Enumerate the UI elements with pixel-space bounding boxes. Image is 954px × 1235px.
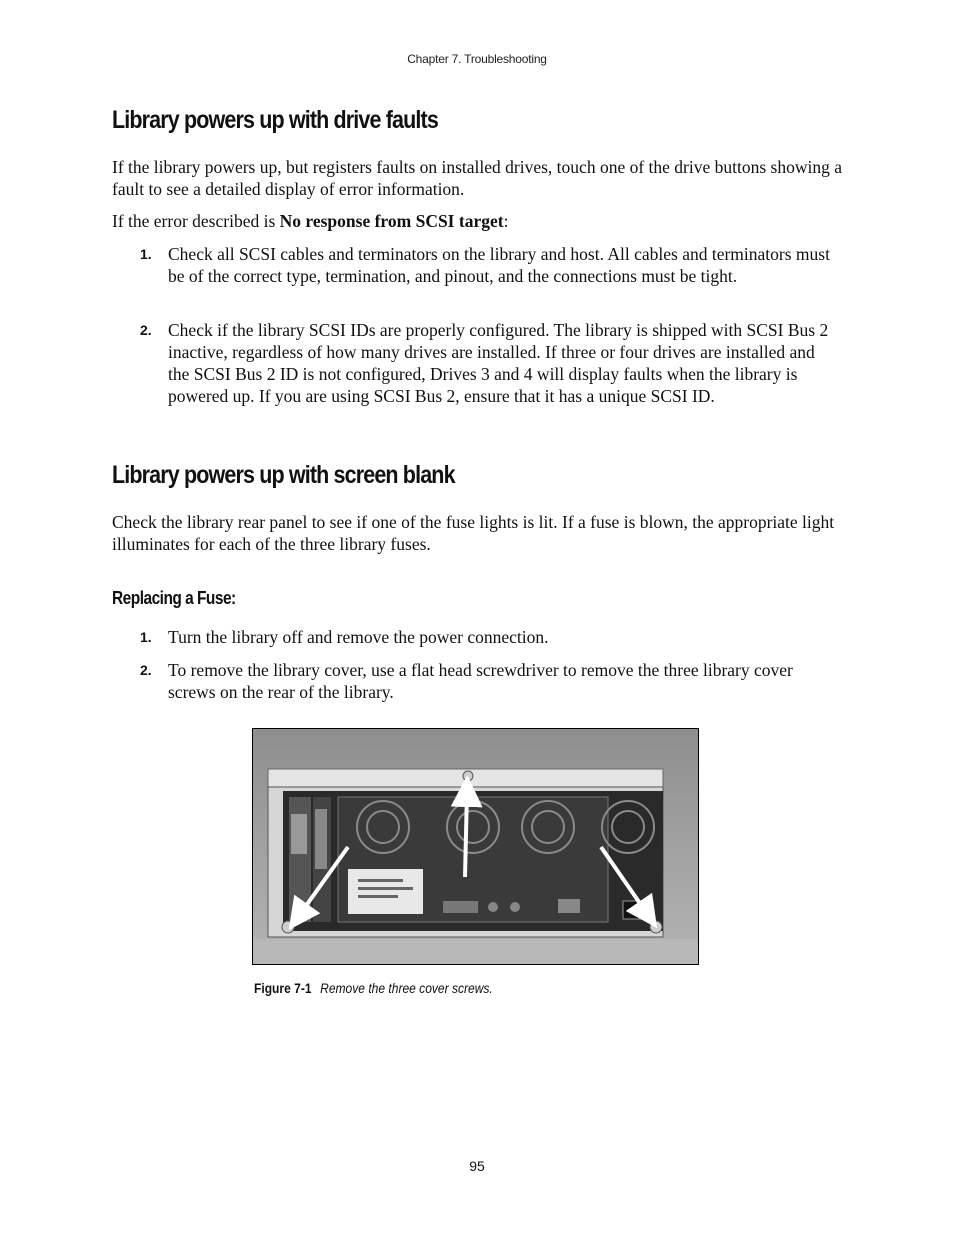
drive-faults-intro: If the library powers up, but registers faults on installed drives, touch one of the drive buttons showing a fault to see a detailed display of error information. [112, 157, 842, 199]
library-rear-photo [252, 728, 699, 965]
error-description [112, 210, 842, 232]
screw-left [282, 921, 294, 933]
step-text: Check all SCSI cables and terminators on the library and host. All cables and terminators must be of the correct type, termination, and pinout, and the connections must be tight. [168, 244, 830, 286]
figure-caption-text: Remove the three cover screws. [320, 980, 493, 996]
screw-right [650, 921, 662, 933]
figure-caption [254, 980, 493, 996]
step-number: 2. [140, 322, 152, 338]
error-name: No response from SCSI target [279, 211, 504, 231]
section-title-screen-blank: Library powers up with screen blank [112, 461, 455, 489]
section-title-drive-faults: Library powers up with drive faults [112, 106, 438, 134]
error-suffix: : [503, 211, 509, 231]
product-label [348, 869, 423, 914]
screw-top [463, 771, 473, 781]
running-head: Chapter 7. Troubleshooting [407, 52, 547, 66]
error-prefix: If the error described is [112, 211, 280, 231]
subheading-replacing-fuse: Replacing a Fuse: [112, 588, 236, 608]
page-number: 95 [469, 1158, 485, 1174]
step-number: 1. [140, 629, 152, 645]
library-rear-illustration [253, 729, 698, 964]
step-text: To remove the library cover, use a flat head screwdriver to remove the three library cover screws on the rear of the library. [168, 660, 793, 702]
figure-label: Figure 7-1 [254, 980, 312, 996]
step-number: 2. [140, 662, 152, 678]
step-text: Check if the library SCSI IDs are properly configured. The library is shipped with SCSI Bus 2 inactive, regardless of how many drives are installed. If three or four drives are installed and the SCSI Bus 2 ID is not configured, Drives 3 and 4 will display faults when the library is powered up. If you are using SCSI Bus 2, ensure that it has a unique SCSI ID. [168, 320, 829, 406]
step-number: 1. [140, 246, 152, 262]
screen-blank-intro: Check the library rear panel to see if one of the fuse lights is lit. If a fuse is blown, the appropriate light illuminates for each of the three library fuses. [112, 512, 835, 554]
arrow-top [465, 791, 467, 877]
step-text: Turn the library off and remove the power connection. [168, 627, 549, 647]
